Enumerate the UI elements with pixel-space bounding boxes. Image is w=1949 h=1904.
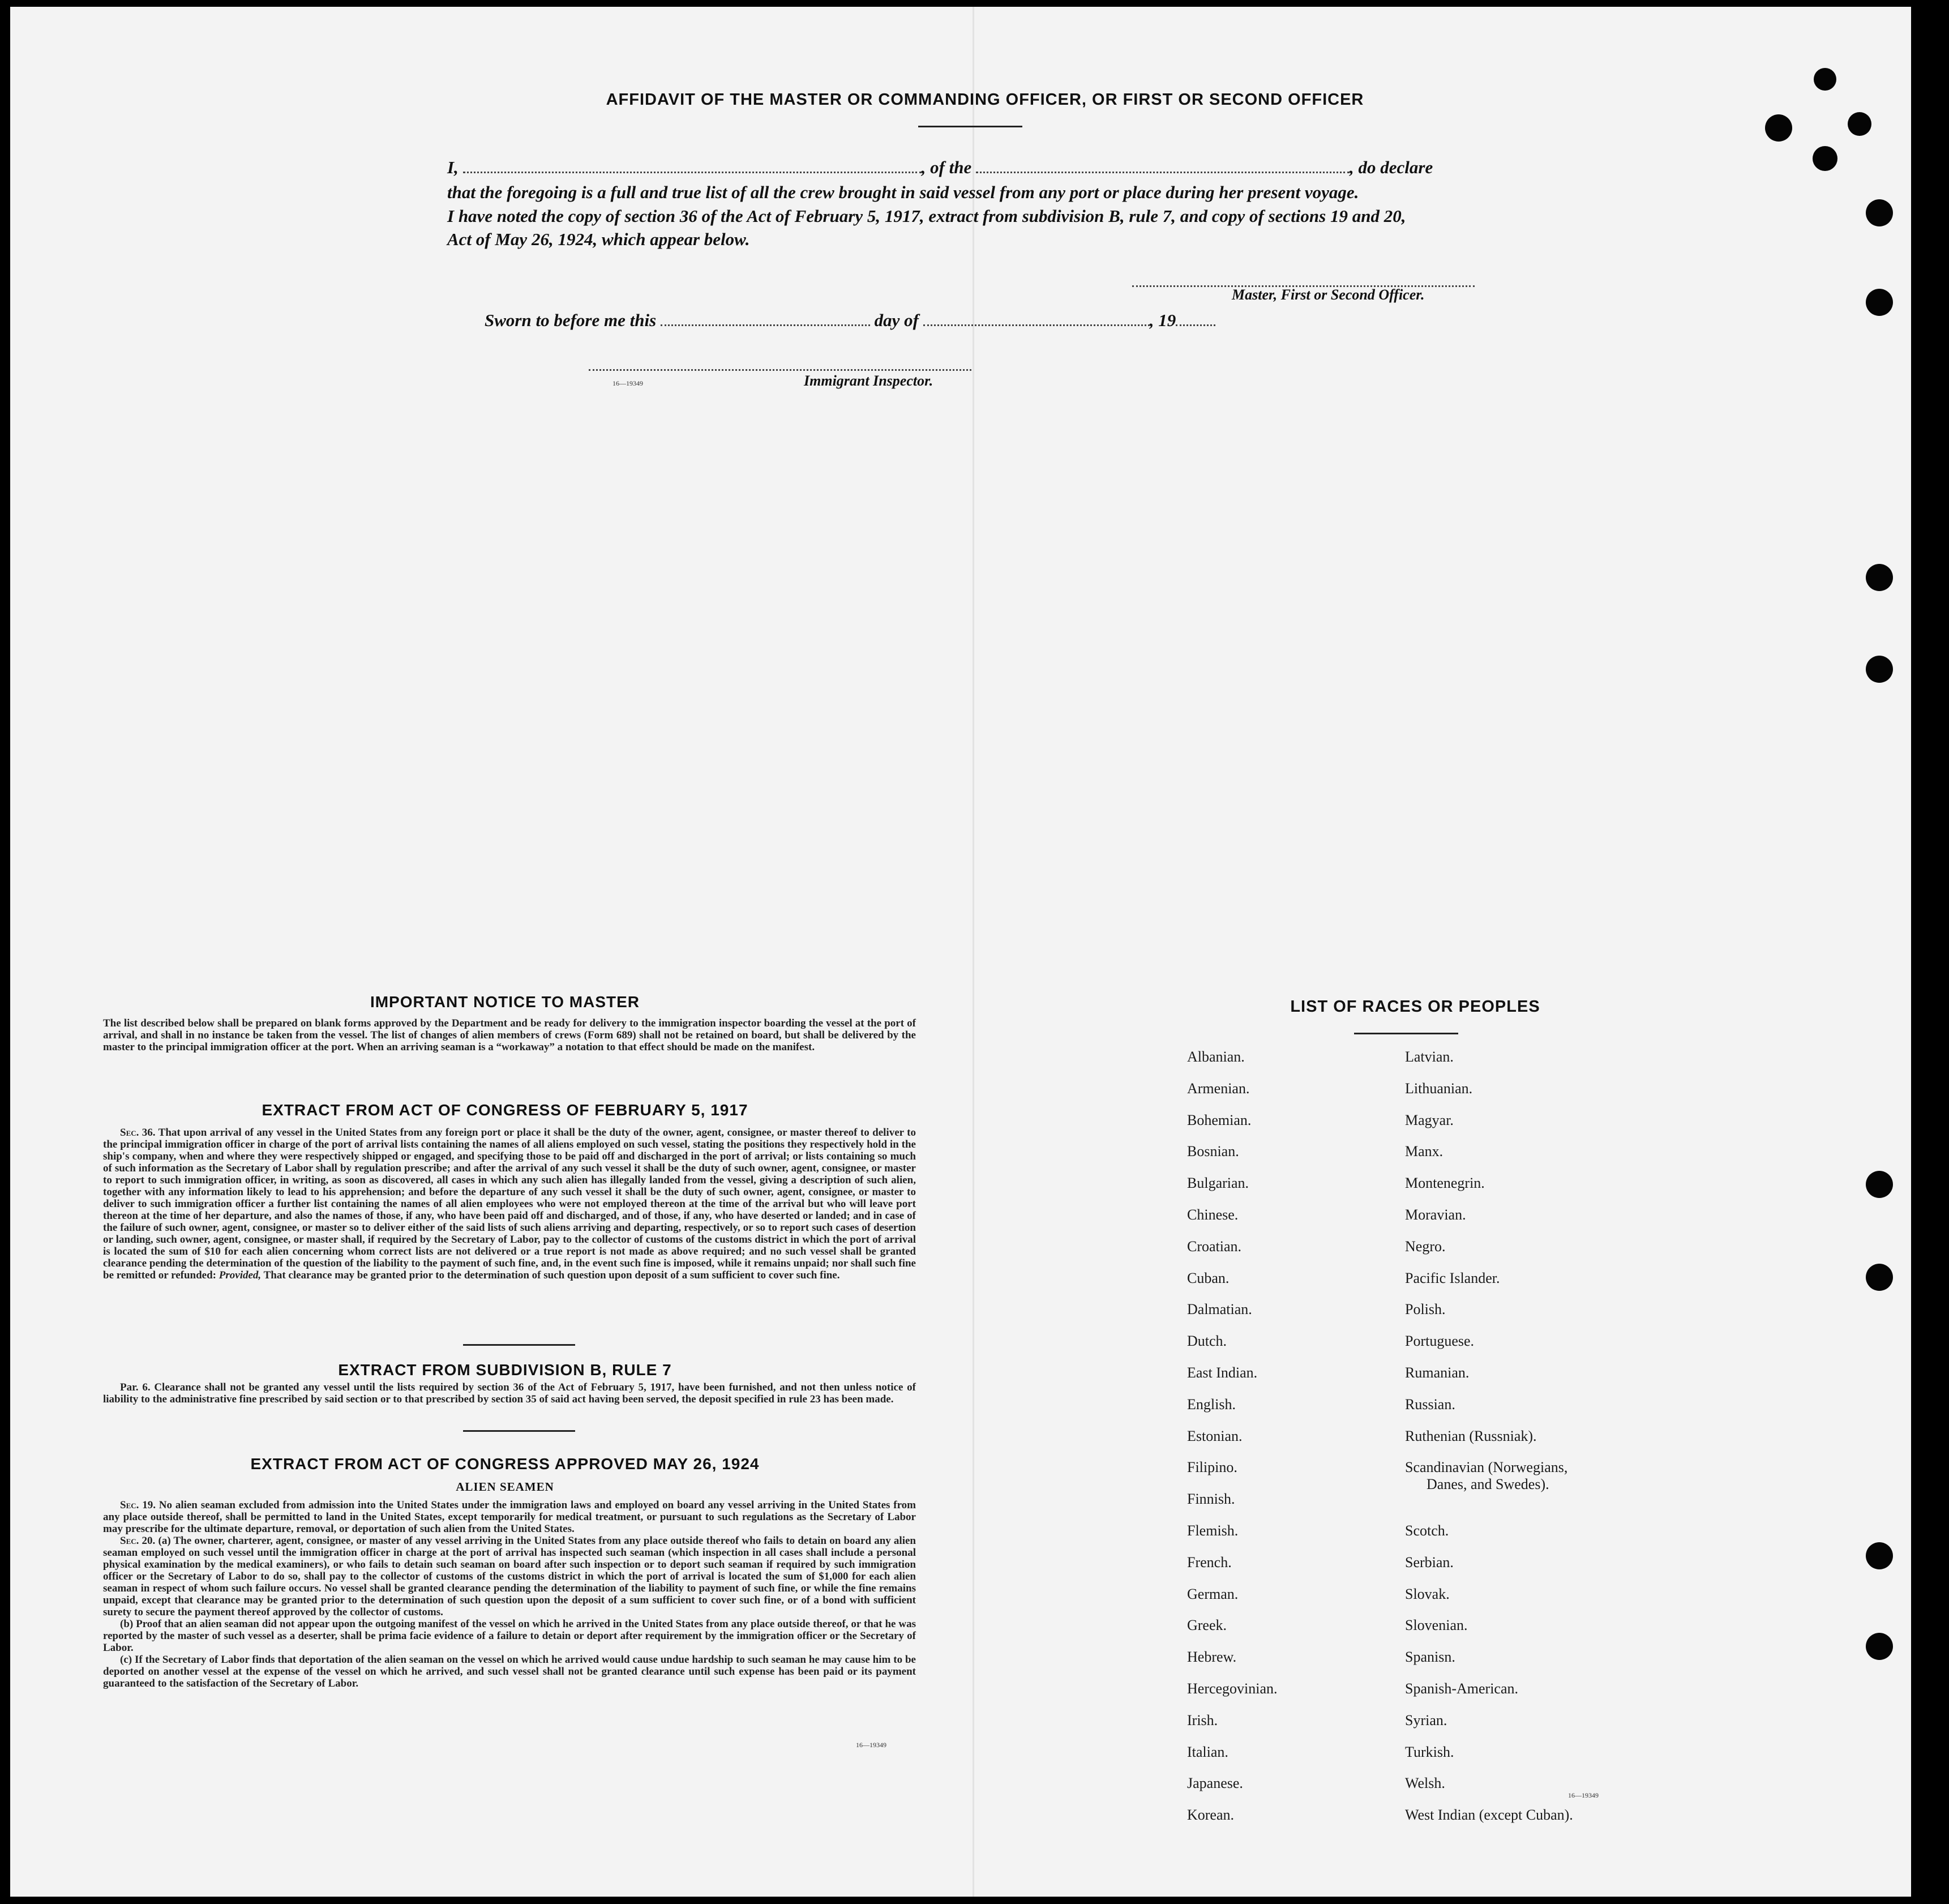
race-item: Magyar. [1405,1111,1454,1128]
rule-7-title: EXTRACT FROM SUBDIVISION B, RULE 7 [338,1361,672,1379]
race-item: Chinese. [1187,1206,1239,1223]
section-20b: (b) Proof that an alien seaman did not appear upon the outgoing manifest of the vessel on which he arrived in the United States from any place outside thereof, or that he was reported by the master of such vessel as a deserter, shall be prima facie evidence of a failure to detain or deport after requirement by the immigration officer or the Secretary of Labor. [103,1618,916,1654]
affidavit-title: AFFIDAVIT OF THE MASTER OR COMMANDING OFFICER, OR FIRST OR SECOND OFFICER [606,91,1364,109]
punch-hole [1866,199,1893,226]
inspector-label: Immigrant Inspector. [804,373,933,389]
race-item: Bosnian. [1187,1143,1239,1160]
race-item: Portuguese. [1405,1333,1475,1350]
inspector-signature-line[interactable] [589,367,971,371]
section-20a [103,1535,916,1618]
of-the-label: , of the [921,157,972,177]
race-item: Italian. [1187,1743,1228,1760]
race-item: Hercegovinian. [1187,1680,1278,1697]
section-19 [103,1499,916,1535]
race-item: English. [1187,1396,1236,1413]
race-item: Slovak. [1405,1585,1450,1602]
affidavit-form-number: 16—19349 [612,379,643,387]
race-item: Moravian. [1405,1206,1466,1223]
section-36-label: Sec. 36. [120,1127,156,1139]
extract-form-number: 16—19349 [856,1741,886,1749]
title-underline [918,126,1022,127]
race-item: Russian. [1405,1396,1455,1413]
punch-hole [1866,289,1893,316]
section-20c: (c) If the Secretary of Labor finds that deportation of the alien seaman on the vessel on which he arrived would cause undue hardship to such seaman he may cause him to be deported on another vessel at the expense of the vessel on which he arrived, and such vessel shall not be granted clearance until such expense has been paid or its payment guaranteed to the satisfaction of the Secretary of Labor. [103,1654,916,1689]
race-item: Rumanian. [1405,1364,1470,1381]
alien-seamen-subtitle: ALIEN SEAMEN [456,1480,554,1494]
center-fold [973,7,974,1897]
notice-body: The list described below shall be prepared on blank forms approved by the Department and be ready for delivery to the immigration inspector boarding the vessel at the port of arrival, and shall in no instance be taken from the vessel. The list of changes of alien members of crews (Form 689) shall not be retained on board, but shall be delivered by the master to the principal immigration officer at the port. When an arriving seaman is a “workaway” a notation to that effect should be made on the manifest. [103,1017,916,1053]
notice-title: IMPORTANT NOTICE TO MASTER [370,993,640,1011]
declaration-line-3: I have noted the copy of section 36 of the Act of February 5, 1917, extract from subdivision B, rule 7, and copy of sections 19 and 20, [447,206,1406,226]
race-item: Lithuanian. [1405,1080,1473,1097]
punch-hole [1866,1171,1893,1198]
section-divider [463,1430,575,1432]
extract-1924-body [103,1499,916,1689]
race-item: Montenegrin. [1405,1175,1485,1192]
race-item: Irish. [1187,1712,1218,1728]
race-item: Welsh. [1405,1775,1445,1792]
race-item: Danes, and Swedes). [1427,1476,1549,1493]
race-item: Scandinavian (Norwegians, [1405,1459,1568,1476]
race-item: Cuban. [1187,1269,1230,1286]
races-form-number: 16—19349 [1568,1791,1599,1799]
sworn-month-field[interactable] [923,319,1150,326]
proviso-word: Provided, [219,1269,262,1281]
race-item: Pacific Islander. [1405,1269,1500,1286]
year-prefix: , 19 [1149,310,1176,330]
race-item: Scotch. [1405,1522,1449,1539]
section-20a-text: (a) The owner, charterer, agent, consignee, or master of any vessel arriving in the United States from any place outside thereof who fails to detain on board any alien seaman employed on such vessel until the immigration officer in charge at the port of arrival has inspected such seaman (which inspection in all cases shall include a personal physical examination by the medical examiners), or who fails to detain such seaman on board after such inspection or to deport such seaman if required by such immigration officer or the Secretary of Labor to do so, shall pay to the collector of customs of the customs district in which the port of arrival is located the sum of $1,000 for each alien seaman in respect of whom such failure occurs. No vessel shall be granted clearance pending the determination of the liability to payment of such fine, or while the fine remains unpaid, except that clearance may be granted prior to the determination of such question upon the deposit of a sum sufficient to cover such fine, or of a bond with sufficient surety to secure the payment thereof approved by the collector of customs. [103,1535,916,1618]
punch-hole [1866,656,1893,683]
race-item: Bohemian. [1187,1111,1252,1128]
race-item: Filipino. [1187,1459,1237,1476]
race-item: Estonian. [1187,1427,1243,1444]
punch-hole [1866,1542,1893,1569]
sworn-line [485,310,1277,331]
race-item: Ruthenian (Russniak). [1405,1427,1537,1444]
section-divider [463,1344,575,1346]
race-item: Spanish-American. [1405,1680,1519,1697]
race-item: Korean. [1187,1807,1235,1824]
section-19-text: No alien seaman excluded from admission into the United States under the immigration laws and employed on board any vessel arriving in the United States from any place outside thereof, shall be permitted to land in the United States, except temporarily for medical treatment, or pursuant to such regulations as the Secretary of Labor may prescribe for the ultimate departure, removal, or deportation of such alien from the United States. [103,1499,916,1535]
proviso-text: That clearance may be granted prior to the determination of such question upon deposit of a sum sufficient to cover such fine. [263,1269,840,1281]
race-item: Polish. [1405,1301,1446,1318]
race-item: Hebrew. [1187,1649,1237,1666]
master-signature-label: Master, First or Second Officer. [1232,286,1425,303]
race-item: Croatian. [1187,1238,1242,1255]
sworn-day-field[interactable] [661,319,870,326]
race-item: Spanisn. [1405,1649,1455,1666]
punch-hole [1765,114,1792,142]
race-item: Latvian. [1405,1049,1454,1065]
declarant-name-field[interactable] [463,166,922,173]
day-of-label: day of [874,310,919,330]
race-item: West Indian (except Cuban). [1405,1807,1573,1824]
punch-hole [1814,68,1836,91]
race-item: Albanian. [1187,1049,1245,1065]
punch-hole [1813,146,1837,171]
races-left-column [1187,1049,1391,1838]
races-right-column [1405,1049,1643,1838]
declaration-line-1 [447,157,1494,178]
race-item: East Indian. [1187,1364,1258,1381]
race-item: Turkish. [1405,1743,1454,1760]
races-title-underline [1354,1033,1458,1034]
race-item: Flemish. [1187,1522,1239,1539]
race-item: Manx. [1405,1143,1443,1160]
extract-1917-title: EXTRACT FROM ACT OF CONGRESS OF FEBRUARY 5, 1917 [262,1101,748,1119]
race-item: French. [1187,1554,1232,1571]
punch-hole [1866,1264,1893,1291]
extract-1924-title: EXTRACT FROM ACT OF CONGRESS APPROVED MAY 26, 1924 [250,1455,760,1473]
sworn-year-field[interactable] [1176,319,1215,326]
race-item: Dalmatian. [1187,1301,1252,1318]
punch-hole [1848,112,1871,136]
section-20-label: Sec. 20. [120,1535,156,1547]
race-item: Finnish. [1187,1491,1235,1508]
race-item: Serbian. [1405,1554,1454,1571]
races-title: LIST OF RACES OR PEOPLES [1290,998,1540,1016]
declaration-line-4: Act of May 26, 1924, which appear below. [447,229,750,249]
vessel-name-field[interactable] [976,166,1350,173]
race-item: Greek. [1187,1617,1227,1634]
race-item: Slovenian. [1405,1617,1468,1634]
race-item: Negro. [1405,1238,1446,1255]
extract-1917-body [103,1127,916,1281]
declare-label: , do declare [1350,157,1433,177]
section-19-label: Sec. 19. [120,1499,156,1511]
punch-hole [1866,564,1893,591]
race-item: German. [1187,1585,1239,1602]
race-item: Syrian. [1405,1712,1447,1728]
declaration-line-2: that the foregoing is a full and true list of all the crew brought in said vessel from any port or place during her present voyage. [447,182,1359,202]
section-36-text: That upon arrival of any vessel in the United States from any foreign port or place it shall be the duty of the owner, agent, consignee, or master thereof to deliver to the principal immigration officer in charge of the port of arrival lists containing the names of all aliens employed on such vessel, stating the positions they respectively hold in the ship's company, when and where they were respectively shipped or engaged, and specifying those to be paid off and discharged in the port of arrival; or lists containing so much of such information as the Secretary of Labor shall by regulation prescribe; and after the arrival of any such vessel it shall be the duty of such owner, agent, consignee, or master to report to such immigration officer, in writing, as soon as discovered, all cases in which any such alien has illegally landed from the vessel, giving a description of such alien, together with any information likely to lead to his apprehension; and before the departure of any such vessel it shall be the duty of such owner, agent, consignee, or master to deliver to such immigration officer a further list containing the names of all alien employees who were not employed thereon at the time of the arrival but who will leave port thereon at the time of her departure, and also the names of those, if any, who have been paid off and discharged, and of those, if any, who have deserted or landed; and in case of the failure of such owner, agent, consignee, or master so to deliver either of the said lists of such aliens arriving and departing, respectively, or so to report such cases of desertion or landing, such owner, agent, consignee, or master shall, if required by the Secretary of Labor, pay to the collector of customs of the customs district in which the port of arrival is located the sum of $10 for each alien concerning whom correct lists are not delivered or a true report is not made as above required; and no such vessel shall be granted clearance pending the determination of the question of the liability to the payment of such fine, and, in the event such fine is imposed, while it remains unpaid; nor shall such fine be remitted or refunded: [103,1127,916,1281]
declarant-prefix: I, [447,157,459,177]
punch-hole [1866,1633,1893,1660]
race-item: Dutch. [1187,1333,1227,1350]
sworn-label: Sworn to before me this [485,310,657,330]
race-item: Bulgarian. [1187,1175,1249,1192]
rule-7-body: Par. 6. Clearance shall not be granted any vessel until the lists required by section 36 of the Act of February 5, 1917, have been furnished, and not then unless notice of liability to the administrative fine prescribed by said section or to that prescribed by section 35 of said act having been served, the deposit specified in rule 23 has been made. [103,1381,916,1405]
race-item: Armenian. [1187,1080,1250,1097]
race-item: Japanese. [1187,1775,1243,1792]
